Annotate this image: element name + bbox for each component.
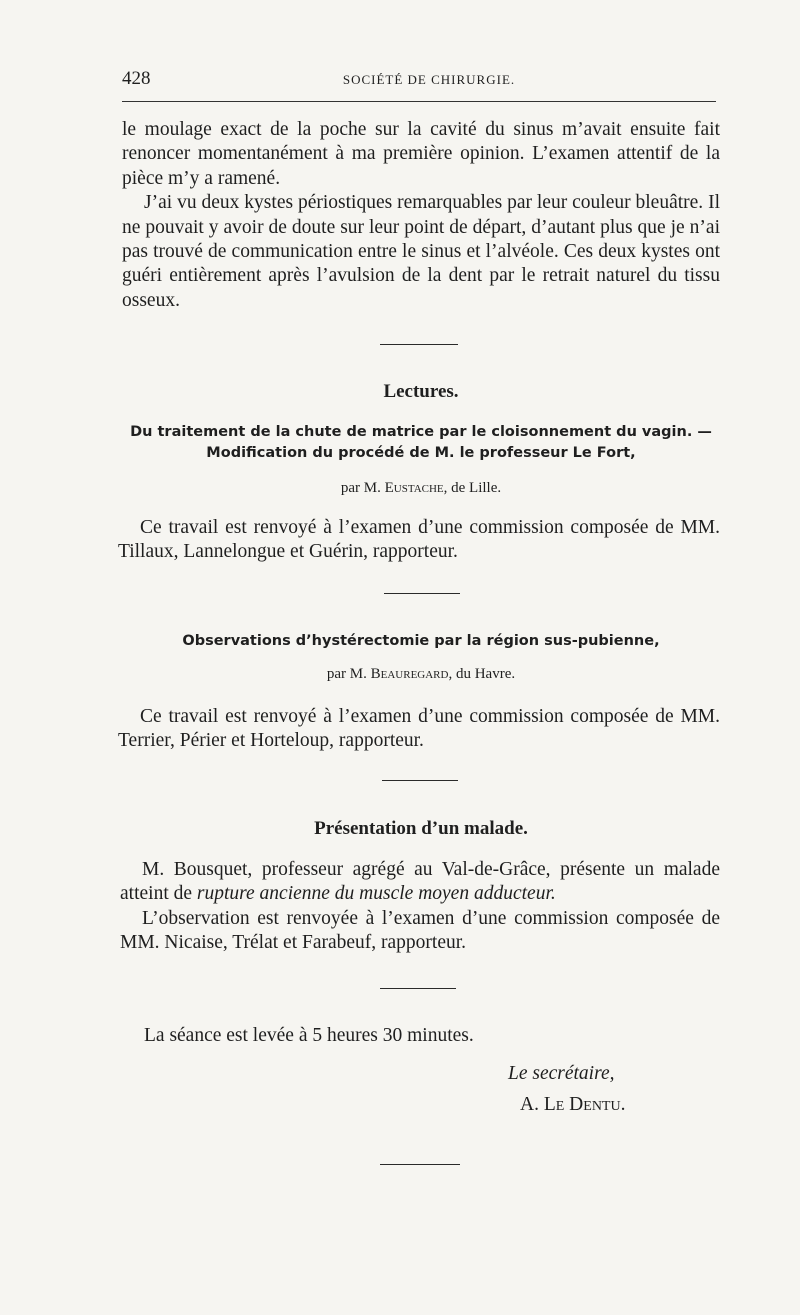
lecture-1-title-line-2: Modification du procédé de M. le professeur Le Fort, — [206, 445, 636, 461]
byline-suffix: , de Lille. — [443, 480, 502, 496]
byline-suffix: , du Havre. — [448, 666, 516, 682]
lecture-2-paragraph: Ce travail est renvoyé à l’examen d’une commission composée de MM. Terrier, Périer et Horteloup, rapporteur. — [118, 706, 720, 752]
author-name: Beauregard — [370, 666, 449, 682]
section-divider — [384, 593, 460, 594]
signature-name: A. Le Dentu. — [520, 1094, 626, 1115]
presentation-paragraph-2: L’observation est renvoyée à l’examen d’une commission composée de MM. Nicaise, Trélat et Farabeuf, rapporteur. — [120, 907, 720, 954]
presentation-diagnosis: rupture ancienne du muscle moyen adducteur. — [196, 883, 556, 905]
signature-role: Le secrétaire, — [508, 1063, 615, 1084]
intro-paragraph-2: J’ai vu deux kystes périostiques remarquables par leur couleur bleuâtre. Il ne pouvait y avoir de doute sur leur point de départ, d’autant plus que je n’ai pas trouvé de communication entre le sinus et l’alvéole. Ces deux kystes ont guéri entièrement après l’avulsion de la dent par le retrait naturel du tissu osseux. — [122, 192, 720, 311]
lecture-2-title: Observations d’hystérectomie par la région sus-pubienne, — [182, 633, 660, 649]
intro-section — [122, 118, 720, 313]
lecture-1-byline — [122, 480, 720, 497]
section-divider — [382, 780, 458, 781]
header-rule — [122, 101, 716, 102]
intro-paragraph-1: le moulage exact de la poche sur la cavité du sinus m’avait ensuite fait renoncer momentanément à ma première opinion. L’examen attentif de la pièce m’y a ramené. — [122, 119, 720, 189]
byline-prefix: par M. — [326, 666, 367, 682]
presentation-paragraph-1 — [120, 858, 720, 907]
session-closing: La séance est levée à 5 heures 30 minutes. — [144, 1025, 474, 1046]
author-name: Eustache — [384, 480, 444, 496]
byline-prefix: par M. — [340, 480, 381, 496]
lecture-2-byline — [122, 666, 720, 683]
section-divider — [380, 988, 456, 989]
section-divider — [380, 1164, 460, 1165]
presentation-text: M. Bousquet, professeur agrégé au Val-de-Grâce, présente un malade atteint de — [120, 859, 720, 905]
lecture-2-body — [118, 705, 720, 754]
page-number: 428 — [122, 68, 151, 89]
running-head — [122, 60, 716, 94]
section-divider — [380, 344, 458, 345]
lecture-1-title — [122, 422, 720, 464]
closing-line — [144, 1024, 704, 1048]
presentation-section — [120, 858, 720, 956]
lecture-1-body — [118, 516, 720, 565]
lectures-heading: Lectures. — [383, 381, 459, 402]
presentation-heading: Présentation d’un malade. — [314, 818, 528, 839]
lecture-1-title-line-1: Du traitement de la chute de matrice par le cloisonnement du vagin. — — [130, 424, 712, 440]
journal-title: SOCIÉTÉ DE CHIRURGIE. — [342, 72, 516, 87]
lecture-1-paragraph: Ce travail est renvoyé à l’examen d’une commission composée de MM. Tillaux, Lannelongue et Guérin, rapporteur. — [118, 517, 720, 563]
